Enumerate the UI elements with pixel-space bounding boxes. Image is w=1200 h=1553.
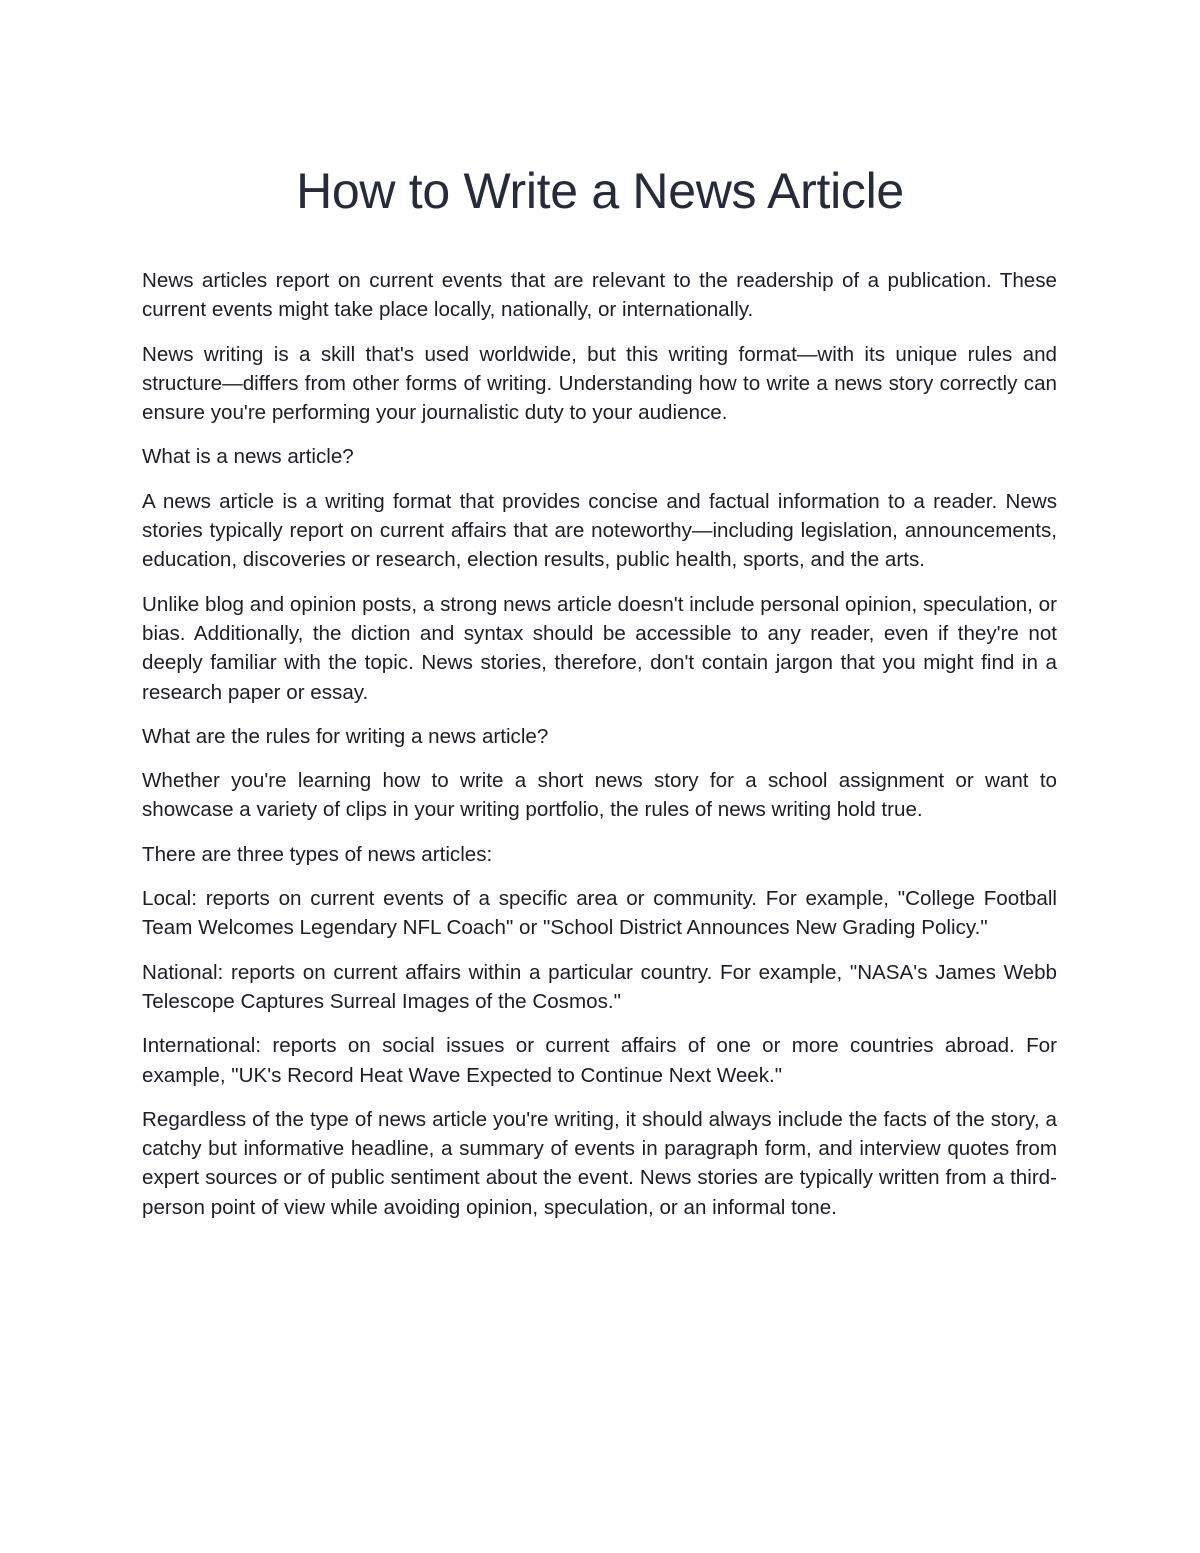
paragraph-news-writing-skill: News writing is a skill that's used worldwide, but this writing format—with its unique rules and structure—differs from other forms of writing. Understanding how to write a news story correctly can ensure you're performing your journalistic duty to your audience.: [142, 342, 1057, 425]
document-body: [142, 266, 1057, 1237]
document-title: How to Write a News Article: [296, 163, 904, 219]
section-heading-types: There are three types of news articles:: [142, 842, 493, 866]
paragraph-type-international: International: reports on social issues or current affairs of one or more countries abroad. For example, "UK's Record Heat Wave Expected to Continue Next Week.": [142, 1034, 1057, 1087]
paragraph-definition: A news article is a writing format that provides concise and factual information to a reader. News stories typically report on current affairs that are noteworthy—including legislation, announcements, education, discoveries or research, election results, public health, sports, and the arts.: [142, 489, 1057, 572]
paragraph-unlike-blog: Unlike blog and opinion posts, a strong news article doesn't include personal opinion, speculation, or bias. Additionally, the diction and syntax should be accessible to any reader, even if they're not deeply familiar with the topic. News stories, therefore, don't contain jargon that you might find in a research paper or essay.: [142, 592, 1057, 704]
paragraph-regardless: Regardless of the type of news article you're writing, it should always include the facts of the story, a catchy but informative headline, a summary of events in paragraph form, and interview quotes from expert sources or of public sentiment about the event. News stories are typically written from a third-person point of view while avoiding opinion, speculation, or an informal tone.: [142, 1107, 1057, 1219]
section-heading-what-is: What is a news article?: [142, 445, 354, 469]
paragraph-rules-hold-true: Whether you're learning how to write a short news story for a school assignment or want to showcase a variety of clips in your writing portfolio, the rules of news writing hold true.: [142, 769, 1057, 822]
paragraph-type-local: Local: reports on current events of a specific area or community. For example, "College Football Team Welcomes Legendary NFL Coach" or "School District Announces New Grading Policy.": [142, 887, 1057, 940]
paragraph-intro: News articles report on current events that are relevant to the readership of a publication. These current events might take place locally, nationally, or internationally.: [142, 269, 1057, 322]
paragraph-type-national: National: reports on current affairs within a particular country. For example, "NASA's James Webb Telescope Captures Surreal Images of the Cosmos.": [142, 960, 1057, 1013]
section-heading-rules: What are the rules for writing a news article?: [142, 724, 549, 748]
